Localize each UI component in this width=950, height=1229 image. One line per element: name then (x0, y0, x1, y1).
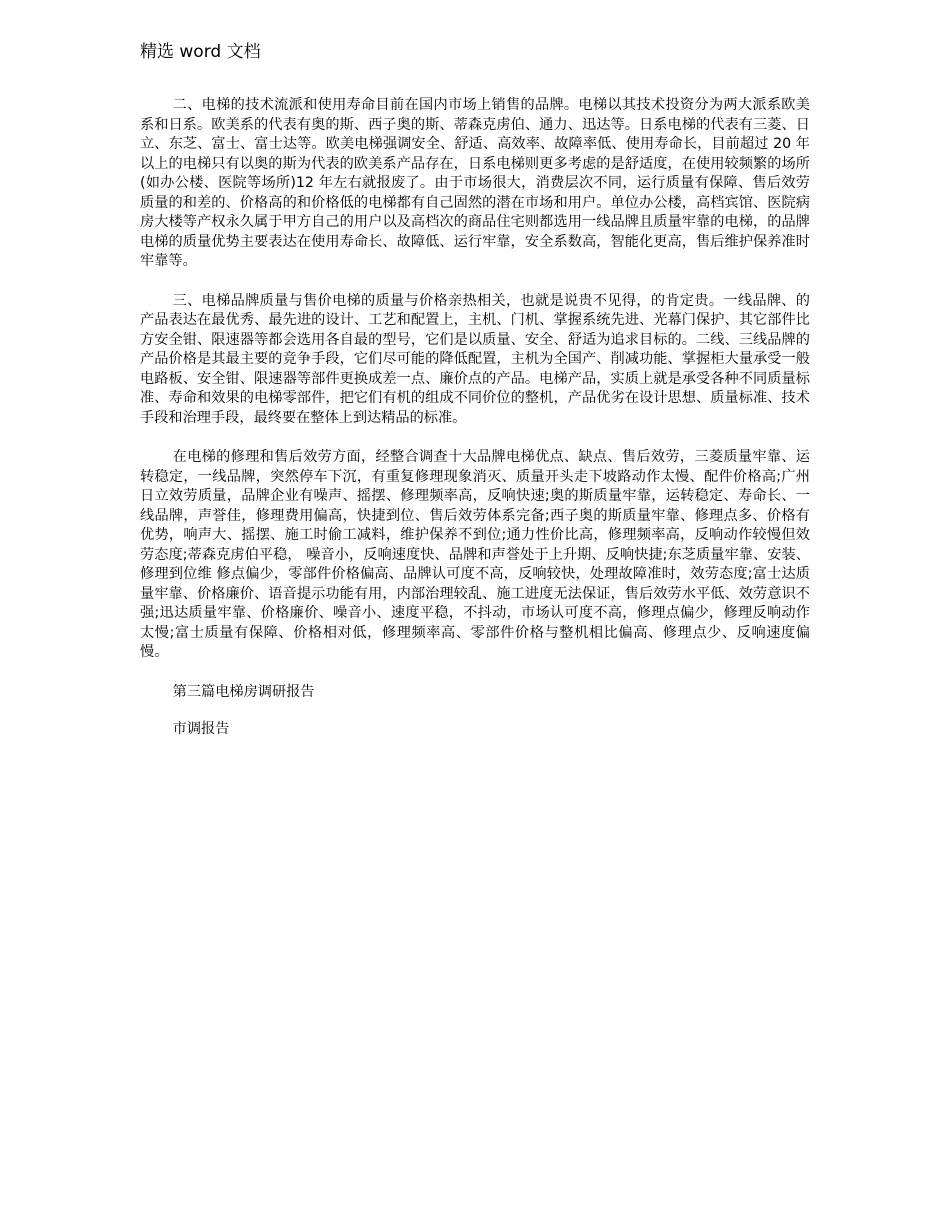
subsection-heading: 市调报告 (172, 721, 230, 737)
paragraph-technology-schools: 二、电梯的技术流派和使用寿命目前在国内市场上销售的品牌。电梯以其技术投资分为两大派系欧美系和日系。欧美系的代表有奥的斯、西子奥的斯、蒂森克虏伯、通力、迅达等。日系电梯的代表有三菱、日立、东芝、富士、富士达等。欧美电梯强调安全、舒适、高效率、故障率低、使用寿命长，目前超过 20 年以上的电梯只有以奥的斯为代表的欧美系产品存在，日系电梯则更多考虑的是舒适度，在使用较频繁的场所(如办公楼、医院等场所)12 年左右就报废了。由于市场很大，消费层次不同，运行质量有保障、售后效劳质量的和差的、价格高的和价格低的电梯都有自己固然的潜在市场和用户。单位办公楼，高档宾馆、医院病房大楼等产权永久属于甲方自己的用户以及高档次的商品住宅则都选用一线品牌且质量牢靠的电梯，的品牌电梯的质量优势主要表达在使用寿命长、故障低、运行牢靠，安全系数高，智能化更高，售后维护保养准时牢靠等。 (140, 97, 810, 269)
section-heading: 第三篇电梯房调研报告 (172, 683, 315, 700)
paragraph-after-sales: 在电梯的修理和售后效劳方面，经整合调查十大品牌电梯优点、缺点、售后效劳，三菱质量牢靠、运转稳定，一线品牌，突然停车下沉，有重复修理现象消灭、质量开头走下坡路动作太慢、配件价格高;广州日立效劳质量，品牌企业有噪声、摇摆、修理频率高，反响快速;奥的斯质量牢靠，运转稳定、寿命长、一线品牌，声誉佳，修理费用偏高，快捷到位、售后效劳体系完备;西子奥的斯质量牢靠、修理点多、价格有优势，响声大、摇摆、施工时偷工减料，维护保养不到位;通力性价比高，修理频率高，反响动作较慢但效劳态度;蒂森克虏伯平稳， 噪音小，反响速度快、品牌和声誉处于上升期、反响快捷;东芝质量牢靠、安装、修理到位维 修点偏少，零部件价格偏高、品牌认可度不高，反响较快，处理故障准时，效劳态度;富士达质量牢靠、价格廉价、语音提示功能有用，内部治理较乱、施工进度无法保证，售后效劳水平低、效劳意识不强;迅达质量牢靠、价格廉价、噪音小、速度平稳，不抖动，市场认可度不高，修理点偏少，修理反响动作太慢;富士质量有保障、价格相对低，修理频率高、零部件价格与整机相比偏高、修理点少、反响速度偏慢。 (140, 449, 810, 660)
header-title: 精选 word 文档 (140, 42, 261, 62)
document-body (140, 96, 810, 758)
paragraph-quality-price: 三、电梯品牌质量与售价电梯的质量与价格亲热相关，也就是说贵不见得，的肯定贵。一线品牌、的产品表达在最优秀、最先进的设计、工艺和配置上，主机、门机、掌握系统先进、光幕门保护、其它部件比方安全钳、限速器等都会选用各自最的型号，它们是以质量、安全、舒适为追求目标的。二线、三线品牌的产品价格是其最主要的竞争手段，它们尽可能的降低配置，主机为全国产、削减功能、掌握柜大量承受一般电路板、安全钳、限速器等部件更换成差一点、廉价点的产品。电梯产品，实质上就是承受各种不同质量标准、寿命和效果的电梯零部件，把它们有机的组成不同价位的整机，产品优劣在设计思想、质量标准、技术手段和治理手段，最终要在整体上到达精品的标准。 (140, 292, 810, 426)
